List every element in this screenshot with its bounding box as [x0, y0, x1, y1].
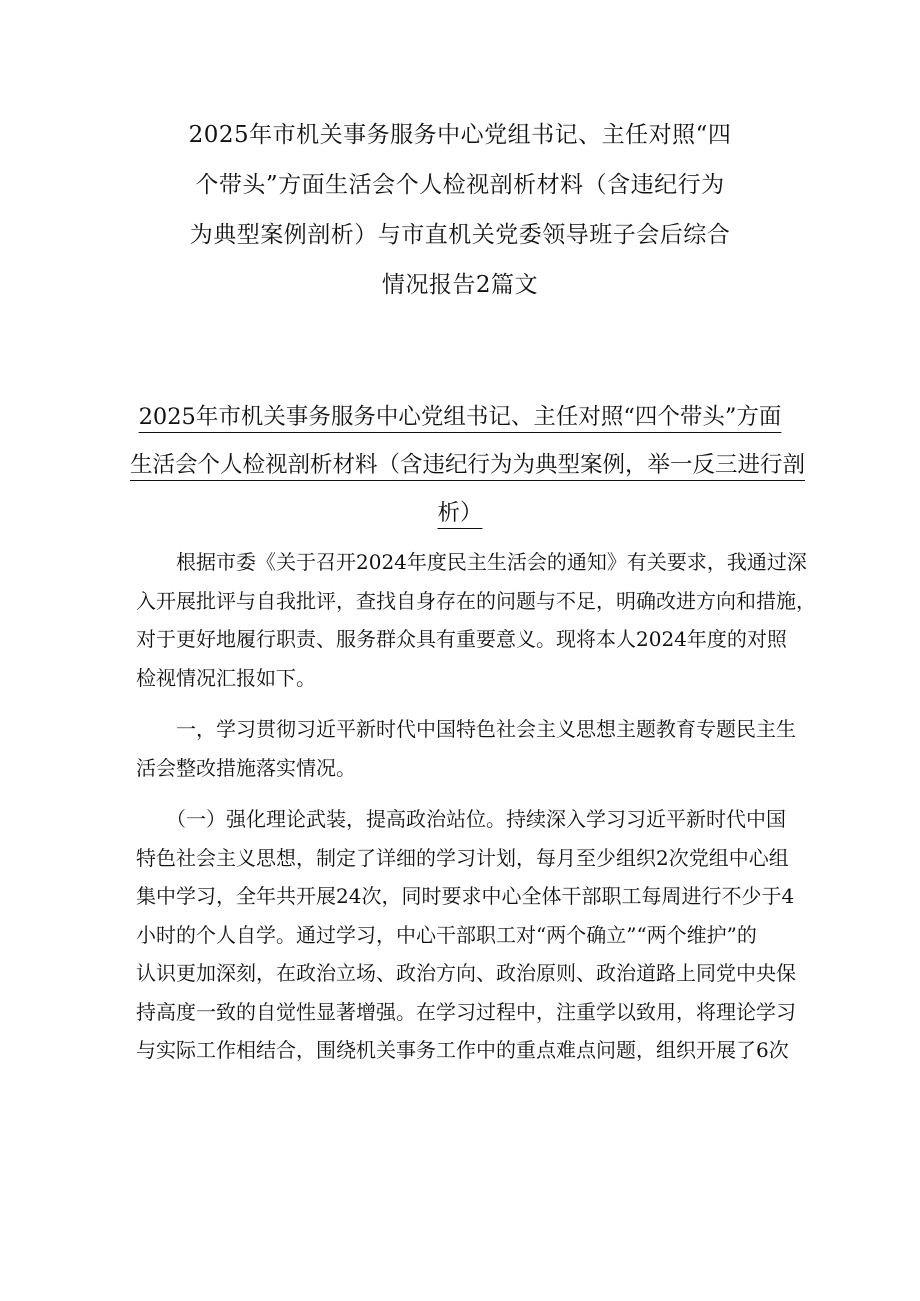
text-line: 活会整改措施落实情况。 — [136, 755, 356, 780]
article-title-line: 析） — [437, 500, 483, 526]
cover-title-line: 个带头”方面生活会个人检视剖析材料（含违纪行为 — [195, 172, 725, 198]
text-line: 认识更加深刻，在政治立场、政治方向、政治原则、政治道路上同党中央保 — [136, 961, 796, 985]
cover-title-line: 情况报告2篇文 — [381, 272, 539, 298]
text-line: 特色社会主义思想，制定了详细的学习计划，每月至少组织2次党组中心组 — [136, 845, 789, 870]
article-title-line: 生活会个人检视剖析材料（含违纪行为为典型案例，举一反三进行剖 — [130, 452, 806, 478]
text-line: 根据市委《关于召开2024年度民主生活会的通知》有关要求，我通过深 — [136, 550, 807, 574]
article-title — [130, 393, 806, 537]
article-title-line: 2025年市机关事务服务中心党组书记、主任对照“四个带头”方面 — [138, 404, 782, 430]
paragraph-section-1 — [136, 710, 796, 787]
text-line: 与实际工作相结合，围绕机关事务工作中的重点难点问题，组织开展了6次 — [136, 1038, 789, 1062]
cover-title-line: 2025年市机关事务服务中心党组书记、主任对照“四 — [188, 122, 732, 148]
cover-title-line: 为典型案例剖析）与市直机关党委领导班子会后综合 — [189, 222, 731, 248]
text-line: 对于更好地履行职责、服务群众具有重要意义。现将本人2024年度的对照 — [136, 627, 787, 651]
text-line: 集中学习，全年共开展24次，同时要求中心全体干部职工每周进行不少于4 — [136, 884, 795, 908]
paragraph-intro — [136, 543, 816, 697]
text-line: 持高度一致的自觉性显著增强。在学习过程中，注重学以致用，将理论学习 — [136, 999, 796, 1024]
paragraph-subsection-1 — [136, 800, 796, 1070]
cover-title — [180, 110, 740, 310]
text-line: 入开展批评与自我批评，查找自身存在的问题与不足，明确改进方向和措施， — [136, 588, 816, 613]
text-line: 一，学习贯彻习近平新时代中国特色社会主义思想主题教育专题民主生 — [136, 717, 796, 741]
text-line: 检视情况汇报如下。 — [136, 665, 316, 690]
text-line: 小时的个人自学。通过学习，中心干部职工对“两个确立”“两个维护”的 — [136, 922, 757, 947]
text-line: （一）强化理论武装，提高政治站位。持续深入学习习近平新时代中国 — [136, 807, 786, 831]
body-text — [136, 543, 816, 1070]
